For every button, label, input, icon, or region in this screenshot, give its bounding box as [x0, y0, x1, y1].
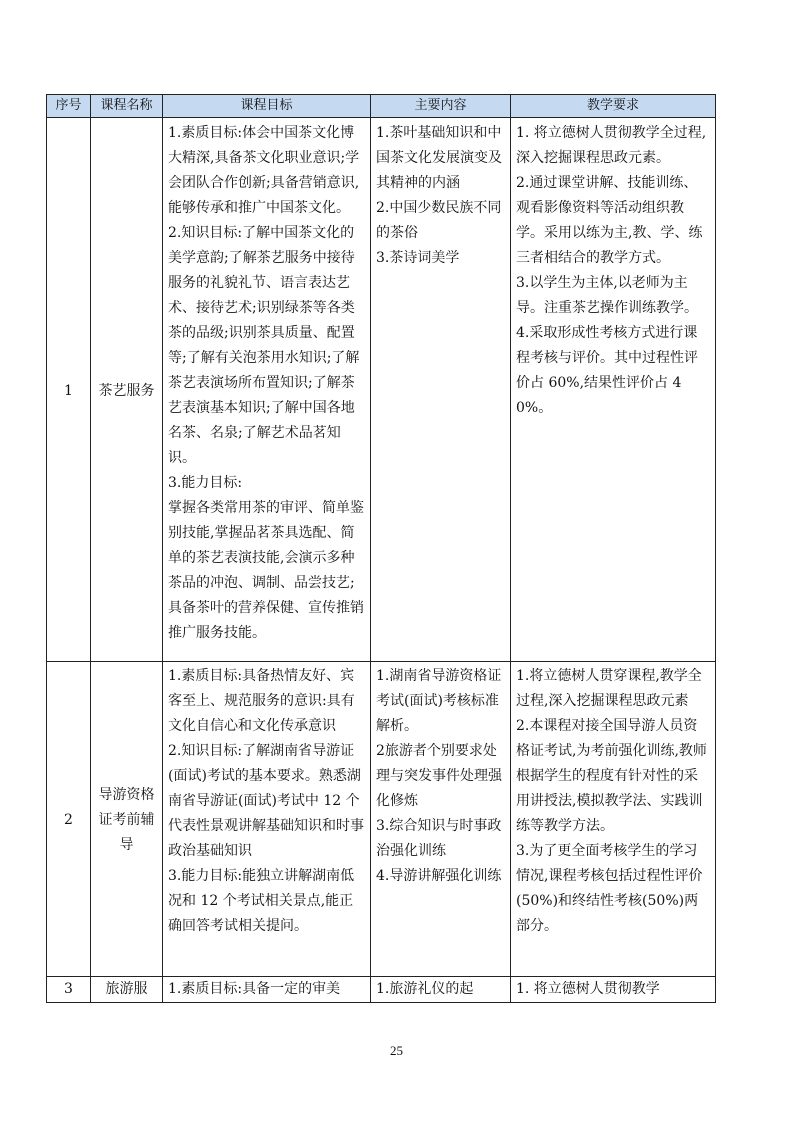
row-index: 3: [47, 977, 91, 1003]
course-goals-cell: [163, 118, 371, 662]
requirement-item: 2.本课程对接全国导游人员资格证考试,为考前强化训练,教师根据学生的程度有针对性的采用讲授法,模拟教学法、实践训练等教学方法。: [516, 718, 707, 834]
header-main-content: 主要内容: [371, 95, 511, 118]
goal-item: 3.能力目标:: [168, 475, 243, 491]
main-content-cell: [371, 118, 511, 662]
content-item: 1.湖南省导游资格证考试(面试)考核标准解析。: [376, 668, 502, 734]
table-header-row: [47, 95, 716, 118]
header-course-name: 课程名称: [91, 95, 163, 118]
goal-item: 2.知识目标:了解湖南省导游证(面试)考试的基本要求。熟悉湖南省导游证(面试)考试中 12 个代表性景观讲解基础知识和时事政治基础知识: [168, 743, 364, 859]
goal-item: 1.素质目标:具备热情友好、宾客至上、规范服务的意识:具有文化自信心和文化传承意识: [168, 668, 355, 734]
content-item: 1.茶叶基础知识和中国茶文化发展演变及其精神的内涵: [376, 125, 502, 191]
content-item: 3.茶诗词美学: [376, 250, 460, 266]
requirement-item: 1. 将立德树人贯彻教学: [516, 981, 660, 997]
requirement-item: 1. 将立德树人贯彻教学全过程,深入挖掘课程思政元素。: [516, 125, 707, 166]
requirement-item: 2.通过课堂讲解、技能训练、观看影像资料等活动组织教学。采用以练为主,教、学、练三者相结合的教学方式。: [516, 175, 703, 266]
requirement-item: 4.采取形成性考核方式进行课程考核与评价。其中过程性评价占 60%,结果性评价占 40%。: [516, 325, 698, 416]
page-number: 25: [390, 1043, 403, 1058]
main-content-cell: [371, 977, 511, 1003]
content-item: 2旅游者个别要求处理与突发事件处理强化修炼: [376, 743, 502, 809]
requirement-item: 1.将立德树人贯穿课程,教学全过程,深入挖掘课程思政元素: [516, 668, 702, 709]
header-index: 序号: [47, 95, 91, 118]
goal-item: 3.能力目标:能独立讲解湖南低况和 12 个考试相关景点,能正确回答考试相关提问。: [168, 868, 355, 934]
requirements-cell: [511, 118, 716, 662]
header-course-goals: 课程目标: [163, 95, 371, 118]
goal-item: 掌握各类常用茶的审评、简单鉴别技能,掌握品茗茶具选配、简单的茶艺表演技能,会演示多种茶品的冲泡、调制、品尝技艺;具备茶叶的营养保健、宣传推销推广服务技能。: [168, 500, 364, 641]
document-page: [46, 94, 715, 1003]
header-teaching-requirements: 教学要求: [511, 95, 716, 118]
goal-item: 1.素质目标:体会中国茶文化博大精深,具备茶文化职业意识;学会团队合作创新;具备营销意识,能够传承和推广中国茶文化。: [168, 125, 360, 216]
goal-item: 1.素质目标:具备一定的审美: [168, 981, 341, 997]
course-name: 导游资格证考前辅导: [91, 662, 163, 977]
course-table: [46, 94, 716, 1003]
goal-item: 2.知识目标:了解中国茶文化的美学意韵;了解茶艺服务中接待服务的礼貌礼节、语言表达艺术、接待艺术;识别绿茶等各类茶的品级;识别茶具质量、配置等;了解有关泡茶用水知识;了解茶艺表演场所布置知识;了解茶艺表演基本知识;了解中国各地名茶、名泉;了解艺术品茗知识。: [168, 225, 360, 466]
course-name: 旅游服: [91, 977, 163, 1003]
requirement-item: 3.以学生为主体,以老师为主导。注重茶艺操作训练教学。: [516, 275, 698, 316]
requirement-item: 3.为了更全面考核学生的学习情况,课程考核包括过程性评价(50%)和终结性考核(50%)两部分。: [516, 843, 703, 934]
row-index: 2: [47, 662, 91, 977]
table-row: [47, 118, 716, 662]
course-goals-cell: [163, 662, 371, 977]
content-item: 4.导游讲解强化训练: [376, 868, 502, 884]
content-item: 3.综合知识与时事政治强化训练: [376, 818, 502, 859]
row-index: 1: [47, 118, 91, 662]
table-row: [47, 977, 716, 1003]
course-name: 茶艺服务: [91, 118, 163, 662]
course-goals-cell: [163, 977, 371, 1003]
content-item: 1.旅游礼仪的起: [376, 981, 474, 997]
requirements-cell: [511, 662, 716, 977]
table-row: [47, 662, 716, 977]
requirements-cell: [511, 977, 716, 1003]
content-item: 2.中国少数民族不同的茶俗: [376, 200, 502, 241]
main-content-cell: [371, 662, 511, 977]
